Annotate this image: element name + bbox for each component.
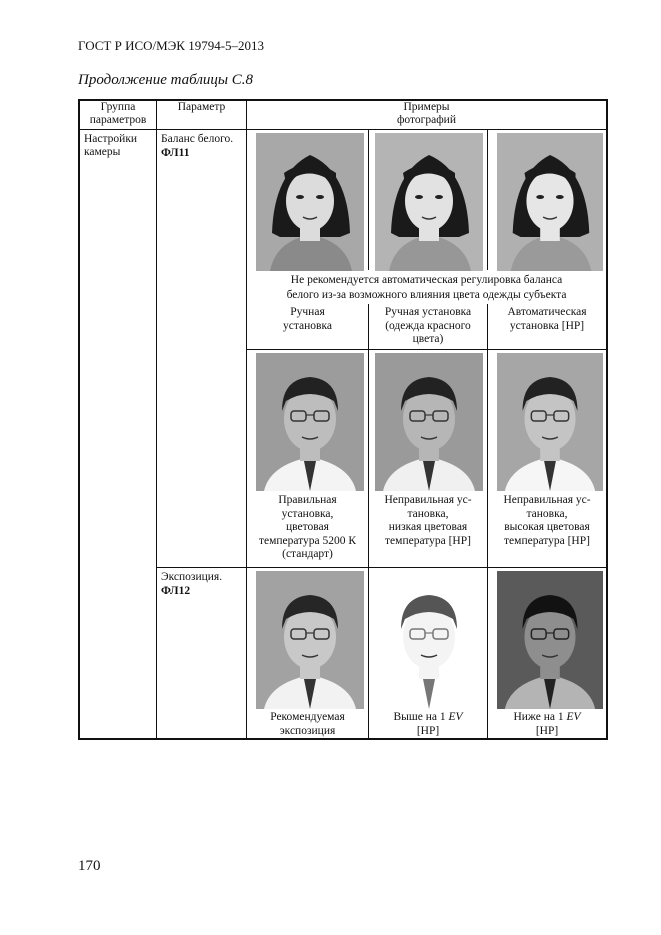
photo-ct-high bbox=[497, 353, 603, 491]
caption-wb-3: Автоматическая установка [НР] bbox=[507, 306, 587, 332]
photo-wb-manual bbox=[256, 133, 364, 271]
param-exposure-code: ФЛ12 bbox=[161, 585, 191, 597]
wb-note-line1: Не рекомендуется автоматическая регулировка баланса bbox=[290, 274, 563, 286]
caption-exp-3: Ниже на 1 EV [НР] bbox=[513, 711, 581, 737]
document-header: ГОСТ Р ИСО/МЭК 19794-5–2013 bbox=[78, 38, 265, 53]
caption-exp-2: Выше на 1 EV [НР] bbox=[393, 711, 463, 737]
header-parameter: Параметр bbox=[177, 101, 226, 113]
row-separator-exposure bbox=[156, 567, 608, 568]
header-examples-1: Примеры bbox=[403, 101, 450, 113]
photo-sep-b1 bbox=[487, 130, 488, 270]
photo-wb-auto bbox=[497, 133, 603, 271]
caption-wb-1: Ручная установка bbox=[283, 306, 332, 332]
photo-wb-manual-red bbox=[375, 133, 483, 271]
photo-exp-under bbox=[497, 571, 603, 709]
col-separator-2 bbox=[246, 99, 247, 740]
header-examples-2: фотографий bbox=[396, 114, 456, 126]
param-exposure: Экспозиция. bbox=[161, 571, 223, 583]
table-border-right bbox=[606, 99, 608, 740]
table-border-bottom bbox=[78, 738, 608, 740]
photo-ct-correct bbox=[256, 353, 364, 491]
caption-wb-2: Ручная установка (одежда красного цвета) bbox=[384, 306, 472, 345]
photo-exp-recommended bbox=[256, 571, 364, 709]
photo-ct-low bbox=[375, 353, 483, 491]
caption-exp-1: Рекомендуемая экспозиция bbox=[270, 711, 345, 737]
caption-ct-2: Неправильная ус- тановка, низкая цветовая температура [НР] bbox=[384, 494, 472, 547]
col-separator-1 bbox=[156, 99, 157, 740]
group-camera-settings: Настройки камеры bbox=[84, 133, 138, 158]
caption-ct-1: Правильная установка, цветовая температура 5200 К (стандарт) bbox=[258, 494, 357, 560]
page-number: 170 bbox=[78, 858, 101, 874]
param-white-balance: Баланс белого. bbox=[161, 133, 234, 145]
photo-exp-over bbox=[375, 571, 483, 709]
parameters-table bbox=[78, 99, 608, 740]
wb-note-line2: белого из-за возможного влияния цвета одежды субъекта bbox=[286, 289, 567, 301]
header-group: Группа параметров bbox=[89, 101, 147, 126]
param-white-balance-code: ФЛ11 bbox=[161, 147, 190, 159]
table-border-left bbox=[78, 99, 80, 740]
row-separator-wb bbox=[246, 349, 608, 350]
caption-ct-3: Неправильная ус- тановка, высокая цветовая температура [НР] bbox=[503, 494, 591, 547]
photo-sep-a1 bbox=[368, 130, 369, 270]
header-row-separator bbox=[78, 129, 608, 130]
table-continuation-title: Продолжение таблицы С.8 bbox=[78, 72, 254, 88]
